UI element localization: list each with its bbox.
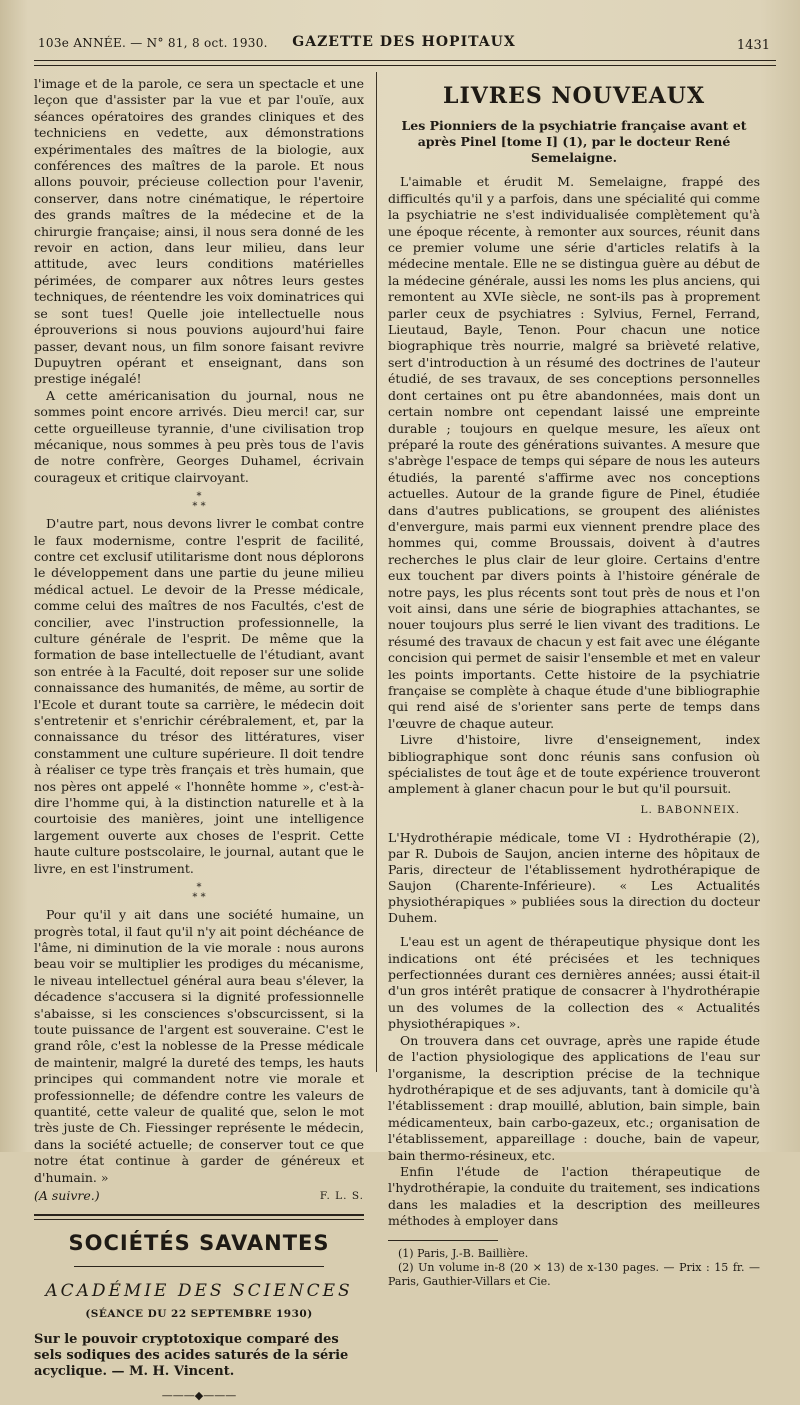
book-heading: L'Hydrothérapie médicale, tome VI : Hydrothérapie (2), par R. Dubois de Saujon, ancien interne des hôpitaux de Paris, directeur de l'établissement hydrothérapique de Saujon (Charente-Inférieure). « Les Actualités physiothérapiques » publiées sous la direction du docteur Duhem. xyxy=(388,830,760,926)
footnote: (1) Paris, J.-B. Baillière. xyxy=(398,1246,529,1260)
right-column xyxy=(388,78,760,1289)
footnote: (2) Un volume in-8 (20 × 13) de x-130 pages. — Prix : 15 fr. — Paris, Gauthier-Villars et Cie. xyxy=(388,1260,760,1288)
session-date: (SÉANCE DU 22 SEPTEMBRE 1930) xyxy=(85,1307,313,1320)
book-heading: Les Pionniers de la psychiatrie française avant et après Pinel [tome I] (1), par le docteur René Semelaigne. xyxy=(401,118,747,166)
section-separator: * * * xyxy=(192,882,206,904)
header-rule xyxy=(34,60,776,66)
review-paragraph: L'eau est un agent de thérapeutique physique dont les indications ont été précisées et les techniques perfectionnées durant ces dernières années; aussi était-il d'un gros intérêt pratique de consacrer à l'hydrothérapie un des volumes de la collection des « Actualités physiothérapiques ». xyxy=(388,934,760,1032)
books-section-title: LIVRES NOUVEAUX xyxy=(442,83,706,109)
page-header xyxy=(38,30,770,54)
footnote-rule xyxy=(388,1240,498,1241)
academy-heading: ACADÉMIE DES SCIENCES xyxy=(45,1281,353,1302)
article-paragraph: D'autre part, nous devons livrer le combat contre le faux modernisme, contre l'esprit de facilité, contre cet exclusif utilitarisme dont nous déplorons le développement dans une partie du jeune milieu médical actuel. Le devoir de la Presse médicale, comme celui des maîtres de nos Facultés, c'est de concilier, avec l'instruction professionnelle, la culture générale de l'esprit. De même que la formation de base intellectuelle de l'étudiant, avant son entrée à la Faculté, doit reposer sur une solide connaissance des humanités, de même, au sortir de l'Ecole et durant toute sa carrière, le médecin doit s'entretenir et s'enrichir cérébralement, et, par la connaissance du trésor des littératures, viser constamment une culture supérieure. Il doit tendre à réaliser ce type très français et très humain, que nos pères ont appelé « l'honnête homme », c'est-à-dire l'homme qui, à la distinction naturelle et à la courtoisie des manières, joint une intelligence largement ouverte aux choses de l'esprit. Cette haute culture postscolaire, le journal, autant que le livre, en est l'instrument. xyxy=(34,516,364,876)
section-rule xyxy=(34,1214,364,1220)
article-signature: F. L. S. xyxy=(319,1190,364,1202)
issue-line: 103e ANNÉE. — N° 81, 8 oct. 1930. xyxy=(38,36,268,50)
article-paragraph: l'image et de la parole, ce sera un spectacle et une leçon que d'assister par la vue et par l'ouïe, aux séances opératoires des grandes cliniques et des techniciens en vedette, aux démonstrations expérimentales des maîtres de la biologie, aux conférences des maîtres de la parole. Et nous allons pouvoir, précieuse collection pour l'avenir, conserver, dans notre cinématique, le répertoire des grands maîtres de la médecine et de la chirurgie française; ainsi, il nous sera donné de les revoir en action, dans leur milieu, dans leur attitude, avec leurs conditions matérielles périmées, de comparer aux nôtres leurs gestes techniques, de réentendre les voix dominatrices qui se sont tues! Quelle joie intellectuelle nous éprouverions si nous pouvions aujourd'hui faire passer, devant nous, un film sonore faisant revivre Dupuytren opérant et enseignant, dans son prestige inégalé! xyxy=(34,76,364,387)
article-paragraph: Pour qu'il y ait dans une société humaine, un progrès total, il faut qu'il n'y ait point déchéance de l'âme, ni diminution de la vie morale : nous aurons beau voir se multiplier les prodiges du mécanisme, le niveau intellectuel général aura beau s'élever, la décadence s'accusera si la dignité professionnelle s'abaisse, si les consciences s'obscurcissent, si la toute puissance de l'argent est souveraine. C'est le grand rôle, c'est la noblesse de la Presse médicale de maintenir, malgré la dureté des temps, les hauts principes qui commandent notre vie morale et professionnelle; de défendre contre les valeurs de quantité, cette valeur de qualité que, selon le mot très juste de Ch. Fiessinger représente le médecin, dans la société actuelle; de conserver tout ce que notre état continue à garder de généreux et d'humain. » xyxy=(34,907,364,1185)
section-separator: * * * xyxy=(192,491,206,513)
title-rule xyxy=(74,1266,324,1267)
section-title: SOCIÉTÉS SAVANTES xyxy=(68,1231,330,1256)
page-number: 1431 xyxy=(736,38,770,53)
column-rule xyxy=(376,72,377,1072)
review-paragraph: Enfin l'étude de l'action thérapeutique de l'hydrothérapie, la conduite du traitement, ses indications dans les maladies et la description des meilleures méthodes à employer dans xyxy=(388,1163,760,1229)
review-signature: L. BABONNEIX. xyxy=(640,803,740,816)
review-paragraph: L'aimable et érudit M. Semelaigne, frappé des difficultés qu'il y a parfois, dans une spécialité qui comme la psychiatrie ne s'est individualisée complètement qu'à une époque récente, à remonter aux sources, réunit dans ce premier volume une série d'articles relatifs à la médecine mentale. Elle ne se distingua guère au début de la médecine générale, aussi les noms les plus anciens, qui remontent au XVIe siècle, ne sont-ils pas à proprement parler ceux de psychiatres : Sylvius, Fernel, Ferrand, Lieutaud, Bayle, Tenon. Pour chacun une notice biographique très nourrie, malgré sa brièveté relative, sert d'introduction à un résumé des doctrines de l'auteur étudié, de ses travaux, de ses conceptions personnelles dont certaines ont pu être abandonnées, mais dont un certain nombre ont cependant laissé une empreinte durable ; toujours en quelque mesure, les aïeux ont préparé la route des générations suivantes. A mesure que s'abrège l'espace de temps qui sépare de nous les auteurs étudiés, la parenté s'affirme avec nos conceptions actuelles. Autour de la grande figure de Pinel, étudiée dans d'autres publications, se groupent des aliénistes d'envergure, mais parmi eux viennent prendre place des hommes qui, comme Broussais, doivent à d'autres recherches le plus clair de leur gloire. Certains d'entre eux touchent par divers points à l'histoire générale de notre pays, les plus récents sont tout près de nous et l'on voit ainsi, dans une série de biographies attachantes, se nouer toujours plus serré le lien vivant des traditions. Le résumé des travaux de chacun y est fait avec une élégante concision qui permet de saisir l'ensemble et met en valeur les points importants. Cette histoire de la psychiatrie française se complète à chaque étude d'une bibliographie qui rend aisé de s'orienter sans perte de temps dans l'œuvre de chaque auteur. xyxy=(388,174,760,731)
review-paragraph: Livre d'histoire, livre d'enseignement, index bibliographique sont donc réunis sans confusion où spécialistes de tout âge et de toute expérience trouveront amplement à glaner chacun pour le but qu'il poursuit. xyxy=(388,732,760,797)
left-column xyxy=(34,76,364,1405)
communication-entry: Sur le pouvoir cryptotoxique comparé des sels sodiques des acides saturés de la série acyclique. — M. H. Vincent. xyxy=(34,1332,349,1380)
end-ornament: ———◆——— xyxy=(161,1389,237,1403)
to-be-continued: (A suivre.) xyxy=(34,1188,100,1203)
review-paragraph: On trouvera dans cet ouvrage, après une rapide étude de l'action physiologique des applications de l'eau sur l'organisme, la description précise de la technique hydrothérapique et de ses adjuvants, tant à domicile qu'à l'établissement : drap mouillé, ablution, bain simple, bain médicamenteux, bain carbo-gazeux, etc.; organisation de l'établissement, appareillage : douche, bain de vapeur, bain thermo-résineux, etc. xyxy=(388,1032,760,1163)
journal-title: GAZETTE DES HOPITAUX xyxy=(292,34,516,50)
article-paragraph: A cette américanisation du journal, nous ne sommes point encore arrivés. Dieu merci! car, sur cette orgueilleuse tyrannie, d'une civilisation trop mécanique, nous sommes à peu près tous de l'avis de notre confrère, Georges Duhamel, écrivain courageux et critique clairvoyant. xyxy=(34,387,364,485)
